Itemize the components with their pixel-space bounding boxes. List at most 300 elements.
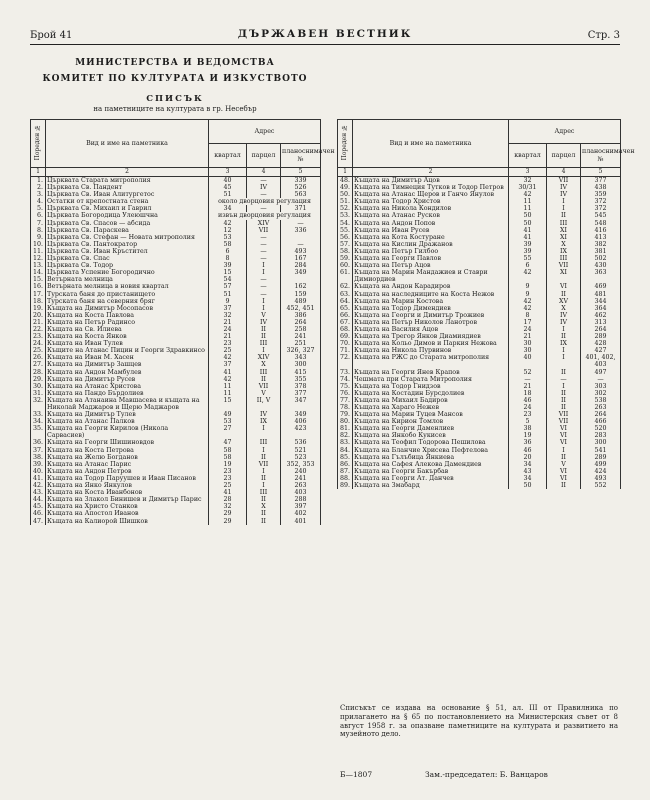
table-row [31,269,321,276]
plan-number-value: 363 [581,269,621,283]
plan-number-value: — [281,220,321,227]
row-number: 89. [338,482,353,489]
table-row [31,291,321,298]
block-value: 46 [509,447,547,454]
monument-name: Ветърната мелница в новия квартал [46,283,209,290]
row-number: 71. [338,347,353,354]
monument-name: Къщата на Никола Кондилов [353,205,509,212]
plan-number-value: 497 [581,369,621,376]
table-row [338,262,621,269]
plan-number-value: 416 [581,227,621,234]
header-rule [30,44,620,45]
monument-name: Къщата на Иван М. Хасен [46,354,209,361]
plot-value: II [247,376,281,383]
monument-name: Къщата на Георги Кирилов (Никола Сарвасиев) [46,425,209,439]
block-value: 20 [509,454,547,461]
plot-value: X [547,305,581,312]
col-index-5: 5 [581,168,621,177]
block-value: 47 [209,439,247,446]
row-number: 15. [31,276,46,283]
table-row [338,298,621,305]
block-value: 58 [209,447,247,454]
plan-number-value: 263 [581,404,621,411]
block-value: 39 [209,262,247,269]
plot-value: — [247,248,281,255]
row-number: 79. [338,411,353,418]
block-value: 43 [509,468,547,475]
block-value: 24 [509,404,547,411]
block-value: 42 [509,305,547,312]
table-row [338,454,621,461]
table-row [31,177,321,185]
row-number: 58. [338,248,353,255]
row-number: 48. [338,177,353,185]
monument-name: Къщата на Андон Петров [46,468,209,475]
plot-value: XIV [247,220,281,227]
row-number: 53. [338,212,353,219]
plot-value: VII [247,227,281,234]
table-row [31,227,321,234]
monument-name: Църквата Св. Стефан — Новата митрополия [46,234,209,241]
block-value: 42 [509,269,547,283]
table-row [31,369,321,376]
monument-name: Къщата на Никола Пурвинов [353,347,509,354]
table-row [338,198,621,205]
plan-number-value: 303 [581,383,621,390]
plan-number-value: 552 [581,482,621,489]
block-value: 30/31 [509,184,547,191]
block-value: извън дворцовия регулация [209,212,321,219]
plot-value: VI [547,439,581,446]
plan-number-value: 499 [581,461,621,468]
plan-number-value: 415 [281,369,321,376]
table-row [338,354,621,368]
monument-name: Къщата на Атанас Русков [353,212,509,219]
monument-name: Къщата на Св. Илиева [46,326,209,333]
block-value: 52 [509,369,547,376]
plot-value: I [547,347,581,354]
table-row [338,255,621,262]
monument-name: Църквата Успение Богородично [46,269,209,276]
monument-name: Църквата Св. Михаил и Гаврил [46,205,209,212]
col-address-header: Адрес [509,120,621,144]
col-index-4: 4 [547,168,581,177]
plot-value: III [547,220,581,227]
block-value: 37 [209,305,247,312]
col-num-header: Пореден № [338,120,353,168]
col-index-4: 4 [247,168,281,177]
monument-name: Къщата на Тодор Димендиев [353,305,509,312]
col-index-3: 3 [509,168,547,177]
plan-number-value: 364 [581,305,621,312]
plan-number-value: 167 [281,255,321,262]
row-number: 43. [31,489,46,496]
block-value: 24 [509,326,547,333]
plan-number-value: 523 [281,454,321,461]
plot-value: — [247,205,281,212]
monument-name: Къщата на Тимнеция Тутков и Тодор Петров [353,184,509,191]
table-row [31,447,321,454]
plan-number-value: 343 [281,354,321,361]
row-number: 80. [338,418,353,425]
row-number: 87. [338,468,353,475]
row-number: 36. [31,439,46,446]
row-number: 13. [31,262,46,269]
plot-value: I [247,262,281,269]
plot-value: I [247,425,281,439]
plan-number-value: 344 [581,298,621,305]
table-row [31,418,321,425]
plot-value: II, V [247,397,281,411]
signature: Зам.-председател: Б. Ванцаров [425,770,548,779]
list-title: СПИСЪК [146,94,204,104]
block-value: 27 [209,425,247,439]
plan-number-value: 438 [581,184,621,191]
plot-value: II [247,454,281,461]
block-value: 32 [209,503,247,510]
table-row [31,390,321,397]
plot-value: — [547,376,581,383]
block-value: 15 [209,269,247,276]
block-value: 21 [509,333,547,340]
row-number: 82. [338,432,353,439]
block-value: 49 [209,411,247,418]
monument-name: Къщите на Атанас Пицин и Георги Здравкинсо [46,347,209,354]
plot-value: VII [547,418,581,425]
plot-value: III [247,489,281,496]
row-number: 88. [338,475,353,482]
plan-number-value: 240 [281,468,321,475]
monument-name: Къщата на Костa Янков [46,333,209,340]
monument-name: Къщата на Злакол Бинишев и Димитър Парис [46,496,209,503]
row-number: 44. [31,496,46,503]
plot-value: XI [547,269,581,283]
table-row [338,291,621,298]
block-value: 25 [209,347,247,354]
block-value: 21 [509,383,547,390]
table-row [338,439,621,446]
monument-name: Къщата на Михаил Бадиров [353,397,509,404]
block-value: 54 [209,276,247,283]
row-number: 64. [338,298,353,305]
col-name-header: Вид и име на паметника [353,120,509,168]
table-row [31,425,321,439]
table-row [31,397,321,411]
table-row [338,397,621,404]
page-header [30,28,620,44]
ministry-heading: МИНИСТЕРСТВА И ВЕДОМСТВА [75,58,275,68]
row-number: 70. [338,340,353,347]
plot-value: I [547,198,581,205]
monument-name: Къщата на Апостол Иванов [46,510,209,517]
row-number: 38. [31,454,46,461]
plan-number-value: 403 [281,489,321,496]
monument-name: Къщата на Георги Даменлиев [353,425,509,432]
block-value: 11 [209,383,247,390]
plot-value: I [247,347,281,354]
row-number: 86. [338,461,353,468]
table-row [31,234,321,241]
plan-number-value: 381 [581,248,621,255]
row-number: 74. [338,376,353,383]
plan-number-value: 289 [581,333,621,340]
table-row [31,496,321,503]
row-number: 10. [31,241,46,248]
table-row [338,404,621,411]
plot-value: I [247,298,281,305]
monument-name: Църквата Св. Спасов — абсида [46,220,209,227]
col-num-header: Пореден № [31,120,46,168]
table-row [338,482,621,489]
plan-number-value: 401 [281,518,321,525]
monument-name: Къщата на Тодор Гнидзов [353,383,509,390]
plot-value: I [547,326,581,333]
plot-value: V [247,312,281,319]
row-number: 42. [31,482,46,489]
plot-value: VII [547,177,581,185]
row-number: 46. [31,510,46,517]
plot-value: V [247,390,281,397]
table-row [338,248,621,255]
plot-value: — [247,191,281,198]
plot-value: X [547,241,581,248]
block-value: 9 [209,298,247,305]
monument-name: Къщата на Атанаина Мавшасева и къщата на Николай Маджаров и Щерю Маджаров [46,397,209,411]
plan-number-value: 538 [581,397,621,404]
plan-number-value: 489 [281,298,321,305]
plan-number-value: 339 [281,177,321,185]
row-number: 73. [338,369,353,376]
row-number: 78. [338,404,353,411]
table-row [338,234,621,241]
monument-name: Къщата на Сафея Алекова Дамендиев [353,461,509,468]
row-number: 29. [31,376,46,383]
block-value: 40 [209,177,247,185]
monument-name: Къщата на Марин Туцев Мансов [353,411,509,418]
plan-number-value: 413 [581,234,621,241]
col-name-header: Вид и име на паметника [46,120,209,168]
block-value: 25 [209,482,247,489]
plot-value: IV [247,411,281,418]
plot-value: II [247,518,281,525]
monument-name: Къщата на Тодор Паруушев и Иван Писанов [46,475,209,482]
plan-number-value [281,234,321,241]
table-row [338,177,621,185]
table-row [338,312,621,319]
row-number: 66. [338,312,353,319]
plot-value: I [547,447,581,454]
row-number: 33. [31,411,46,418]
row-number: 85. [338,454,353,461]
table-row [31,220,321,227]
table-row [31,376,321,383]
plan-number-value: 502 [581,255,621,262]
monument-name: Къщата на Георги Ат. Данчев [353,475,509,482]
monument-name: Къщата на Андон Попов [353,220,509,227]
row-number: 1. [31,177,46,185]
plot-value: II [547,291,581,298]
table-row [31,191,321,198]
row-number: 14. [31,269,46,276]
monument-name: Турската баня до пристанището [46,291,209,298]
row-number: 41. [31,475,46,482]
table-row [338,333,621,340]
plan-number-value: 563 [281,191,321,198]
monument-name: Къщата на Василия Ацов [353,326,509,333]
row-number: 18. [31,298,46,305]
table-row [31,454,321,461]
row-number: 45. [31,503,46,510]
row-number: 72. [338,354,353,368]
block-value: 15 [209,397,247,411]
row-number: 28. [31,369,46,376]
table-row [338,418,621,425]
block-value: 39 [509,241,547,248]
plan-number-value: 241 [281,333,321,340]
plan-number-value: 241 [281,475,321,482]
monument-name: Къщата на Иван Русев [353,227,509,234]
monument-name: Къщата на Марин Мандажиев и Ставри Димиордиев [353,269,509,283]
block-value: 50 [509,482,547,489]
table-row [31,305,321,312]
plot-value: VI [547,425,581,432]
row-number: 84. [338,447,353,454]
table-row [338,227,621,234]
monument-name: Къщата на Димитър Русев [46,376,209,383]
col-index-2: 2 [46,168,209,177]
row-number: 57. [338,241,353,248]
block-value: 6 [209,248,247,255]
table-row [31,354,321,361]
col-index-1: 1 [31,168,46,177]
monument-name: Къщата на Георги Янев Крапов [353,369,509,376]
plot-value: VII [247,461,281,468]
row-number: 23. [31,333,46,340]
col-block-header: квартал [509,144,547,168]
col-address-header: Адрес [209,120,321,144]
block-value: 23 [209,340,247,347]
table-row [31,347,321,354]
table-row [338,283,621,290]
monument-name: Къщата на Костa Павлова [46,312,209,319]
monument-name: Чешмата при Старата Митрополия [353,376,509,383]
row-number: 8. [31,227,46,234]
block-value: 46 [509,397,547,404]
monuments-table-right [337,119,635,490]
table-row [31,475,321,482]
table-row [31,298,321,305]
row-number: 24. [31,340,46,347]
monument-name: Къщата на РЖС до Старата митрополия [353,354,509,368]
table-row [31,503,321,510]
plot-value: — [247,276,281,283]
monument-name: Църквата Св. Иван Кръстител [46,248,209,255]
plan-number-value: 520 [581,425,621,432]
block-value: 29 [209,510,247,517]
row-number: 60. [338,262,353,269]
monument-name: Къщата на Христо Станков [46,503,209,510]
plot-value: VI [547,283,581,290]
table-row [31,283,321,290]
monument-name: Къщата на Кота Костуране [353,234,509,241]
block-value: 45 [209,184,247,191]
plan-number-value: 347 [281,397,321,411]
block-value: 53 [209,418,247,425]
monument-name: Църквата Св. Параскева [46,227,209,234]
monument-name: Къщата на Георги Павлов [353,255,509,262]
row-number: 6. [31,212,46,219]
plot-value: III [247,369,281,376]
table-row [31,326,321,333]
row-number: 22. [31,326,46,333]
plot-value: IV [247,184,281,191]
monument-name: Къщата на Марин Костова [353,298,509,305]
plot-value: XV [547,298,581,305]
monument-name: Къщата на Петър Гилбоо [353,248,509,255]
table-row [338,425,621,432]
plan-number-value: 466 [581,418,621,425]
row-number: 63. [338,291,353,298]
row-number: 77. [338,397,353,404]
monument-name: Къщата на Гълъбица Янкиева [353,454,509,461]
plan-number-value: 469 [581,283,621,290]
monument-name: Къщата на Тодор Христов [353,198,509,205]
block-value: 41 [209,369,247,376]
table-row [338,184,621,191]
monuments-table-left [30,119,335,525]
row-number: 3. [31,191,46,198]
monument-name: Къщата на Змабард [353,482,509,489]
col-index-3: 3 [209,168,247,177]
table-row [338,212,621,219]
row-number: 16. [31,283,46,290]
monument-name: Къщата на Пандо Бърдолиев [46,390,209,397]
monument-name: Къщата на Георги Шишиновдов [46,439,209,446]
plot-value: II [547,390,581,397]
plan-number-value: 258 [281,326,321,333]
monument-name: Къщата на Андон Карадиров [353,283,509,290]
row-number: 31. [31,390,46,397]
row-number: 81. [338,425,353,432]
plot-value: II [547,212,581,219]
plot-value: II [547,397,581,404]
plan-number-value: 452, 451 [281,305,321,312]
block-value: 34 [509,461,547,468]
plan-number-value: 545 [581,212,621,219]
table-row [338,305,621,312]
plot-value: X [247,503,281,510]
monument-name: Къщата на Кольо Димов и Паркия Нежова [353,340,509,347]
row-number: 32. [31,397,46,411]
plan-number-value: 349 [281,411,321,418]
row-number: 37. [31,447,46,454]
block-value: 42 [209,220,247,227]
block-value: 30 [509,340,547,347]
row-number: 34. [31,418,46,425]
plan-number-value: 427 [581,347,621,354]
plot-value: IX [247,418,281,425]
block-value: 23 [209,475,247,482]
monument-name: Къщата на Димитър Ацов [353,177,509,185]
block-value: 12 [209,227,247,234]
plan-number-value: 372 [581,205,621,212]
row-number: 12. [31,255,46,262]
plan-number-value: 326, 327 [281,347,321,354]
block-value: 9 [509,283,547,290]
monument-name: Къщата на Теофил Тодорова Пешилова [353,439,509,446]
col-block-header: квартал [209,144,247,168]
plan-number-value: 159 [281,291,321,298]
